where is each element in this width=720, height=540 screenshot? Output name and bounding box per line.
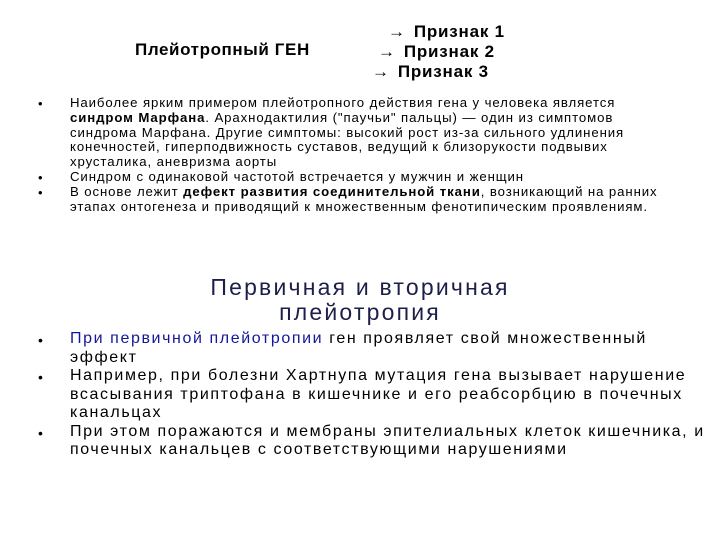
item-text: ген проявляет свой множественный эффект xyxy=(70,330,647,366)
section-title-line-1: Первичная и вторичная xyxy=(210,274,510,300)
item-text: , возникающий на ранних этапах онтогенеза и приводящий к множественным фенотипическим проявлениям. xyxy=(70,183,658,214)
item-text: Например, при болезни Хартнупа мутация гена вызывает нарушение всасывания триптофана в кишечнике и его реабсорбцию в почечных канальцах xyxy=(70,367,687,421)
bullet-icon: • xyxy=(38,169,44,185)
trait-3-label: Признак 3 xyxy=(397,62,489,81)
bullet-icon: • xyxy=(38,369,45,385)
item-text: В основе лежит xyxy=(70,183,184,199)
list-item xyxy=(0,367,706,423)
bullet-icon: • xyxy=(38,332,45,348)
trait-2 xyxy=(378,42,495,62)
gene-label: Плейотропный ГЕН xyxy=(135,40,310,59)
trait-3 xyxy=(372,62,489,82)
item-text-bold: синдром Марфана xyxy=(70,109,206,125)
item-text: Синдром с одинаковой частотой встречается у мужчин и женщин xyxy=(70,168,524,184)
list-item xyxy=(0,423,706,460)
list-item xyxy=(0,96,660,170)
arrow-right-icon: → xyxy=(388,22,406,41)
item-text: Наиболее ярким примером плейотропного действия гена у человека является xyxy=(70,95,616,110)
bullet-icon: • xyxy=(38,424,45,441)
arrow-right-icon: → xyxy=(378,42,396,61)
list-item xyxy=(0,330,706,367)
marfan-bullet-list xyxy=(0,96,720,214)
item-text-bold: дефект развития соединительной ткани xyxy=(183,183,481,199)
trait-2-label: Признак 2 xyxy=(403,42,495,61)
section-title xyxy=(0,275,720,325)
pleiotropy-bullet-list xyxy=(0,330,720,460)
item-text: . Арахнодактилия ("паучьи" пальцы) — один из симптомов синдрома Марфана. Другие симптомы: высокий рост из-за сильного удлинения конечностей, гиперподвижность суставов, ведущий к близорукости подвывих хрусталика, аневризма аорты xyxy=(70,109,625,170)
bullet-icon: • xyxy=(38,96,44,111)
pleiotropy-scheme xyxy=(0,0,720,90)
section-title-line-2: плейотропия xyxy=(279,299,441,325)
arrow-right-icon: → xyxy=(372,62,390,81)
bullet-icon: • xyxy=(38,184,44,200)
item-text-highlight: При первичной плейотропии xyxy=(70,330,324,347)
list-item xyxy=(0,170,660,185)
trait-1-label: Признак 1 xyxy=(413,22,505,41)
item-text: При этом поражаются и мембраны эпителиальных клеток кишечника, и почечных канальцев с соответствующими нарушениями xyxy=(70,422,705,458)
trait-1 xyxy=(388,22,505,42)
list-item xyxy=(0,185,660,215)
